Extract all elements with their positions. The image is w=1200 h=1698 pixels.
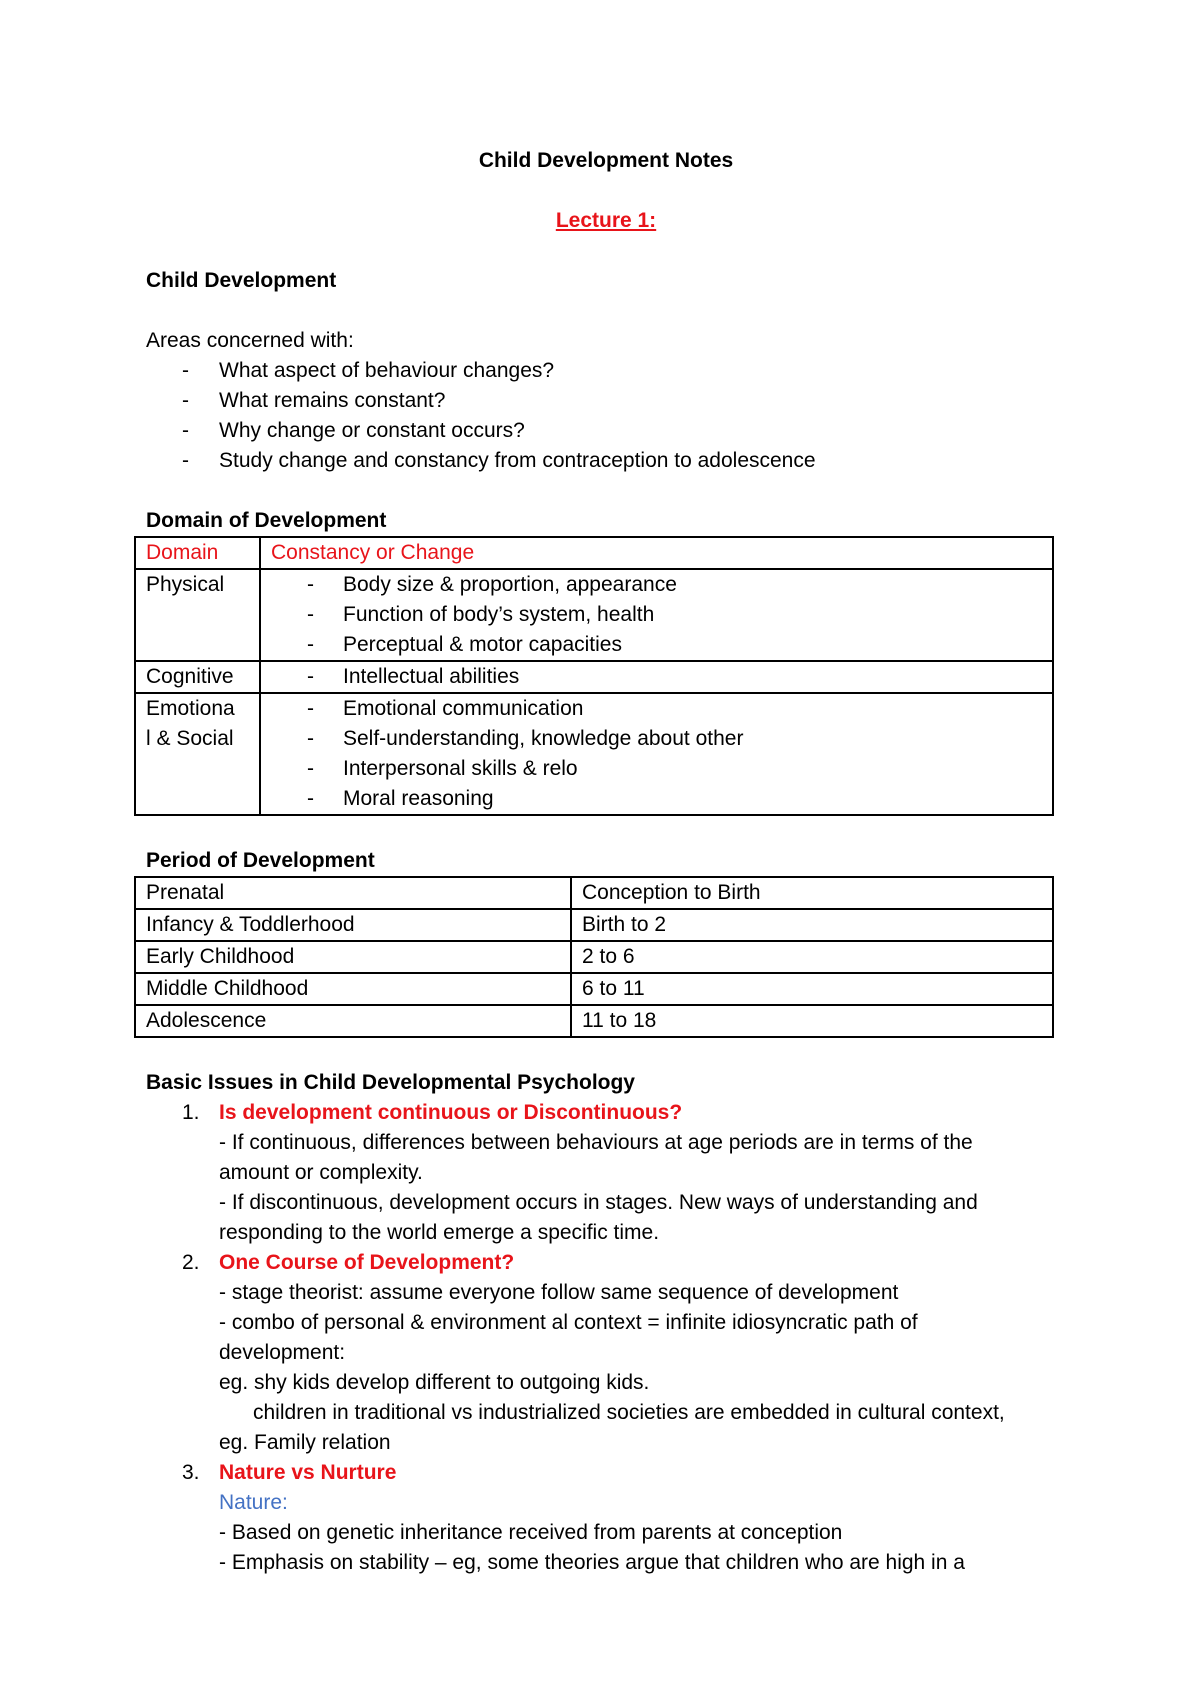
issue-line: - Emphasis on stability – eg, some theories argue that children who are high in a — [219, 1551, 965, 1574]
table-row — [135, 569, 1053, 661]
list-item — [146, 1248, 1066, 1458]
period-table — [134, 876, 1054, 1038]
table-row — [135, 909, 1053, 941]
age-range-cell: Birth to 2 — [571, 909, 1053, 941]
list-item: - Perceptual & motor capacities — [271, 630, 1042, 660]
issue-subheading: Nature: — [219, 1491, 288, 1514]
areas-intro: Areas concerned with: — [146, 329, 354, 352]
issue-question: One Course of Development? — [219, 1251, 515, 1274]
section-heading-basic-issues: Basic Issues in Child Developmental Psychology — [146, 1071, 635, 1094]
areas-list — [146, 356, 1066, 476]
age-range-cell: 2 to 6 — [571, 941, 1053, 973]
issue-line: responding to the world emerge a specific time. — [219, 1221, 660, 1244]
issue-line: - If continuous, differences between behaviours at age periods are in terms of the — [219, 1131, 973, 1154]
domain-cell: Cognitive — [135, 661, 260, 693]
table-row — [135, 973, 1053, 1005]
issue-question: Nature vs Nurture — [219, 1461, 397, 1484]
issue-line: - stage theorist: assume everyone follow same sequence of development — [219, 1281, 899, 1304]
table-row — [135, 941, 1053, 973]
issue-line: eg. shy kids develop different to outgoing kids. — [219, 1371, 650, 1394]
domain-cell-line: Emotiona — [146, 697, 235, 720]
page-content — [146, 146, 1066, 1578]
period-cell: Early Childhood — [135, 941, 571, 973]
period-cell: Infancy & Toddlerhood — [135, 909, 571, 941]
issue-line: - Based on genetic inheritance received from parents at conception — [219, 1521, 843, 1544]
age-range-cell: Conception to Birth — [571, 877, 1053, 909]
list-item: - What aspect of behaviour changes? — [146, 356, 1066, 386]
section-heading-child-development: Child Development — [146, 269, 337, 292]
item-number: 1. — [182, 1101, 200, 1124]
domain-cell — [135, 693, 260, 815]
issue-line: eg. Family relation — [219, 1431, 391, 1454]
age-range-cell: 11 to 18 — [571, 1005, 1053, 1037]
period-cell: Prenatal — [135, 877, 571, 909]
table-header-cell: Domain — [135, 537, 260, 569]
lecture-heading: Lecture 1: — [555, 209, 657, 232]
list-item: - Moral reasoning — [271, 784, 1042, 814]
section-heading-period: Period of Development — [146, 849, 375, 872]
list-item — [146, 1098, 1066, 1248]
issue-line: amount or complexity. — [219, 1161, 423, 1184]
table-header-cell: Constancy or Change — [260, 537, 1053, 569]
table-row — [135, 877, 1053, 909]
list-item: - Why change or constant occurs? — [146, 416, 1066, 446]
list-item: - Emotional communication — [271, 694, 1042, 724]
change-cell — [260, 693, 1053, 815]
list-item: - Self-understanding, knowledge about other — [271, 724, 1042, 754]
change-cell — [260, 661, 1053, 693]
table-row — [135, 693, 1053, 815]
issue-line: children in traditional vs industrialized societies are embedded in cultural context, — [253, 1401, 1005, 1424]
list-item: - Body size & proportion, appearance — [271, 570, 1042, 600]
list-item: - Function of body’s system, health — [271, 600, 1042, 630]
list-item: - Intellectual abilities — [271, 662, 1042, 692]
age-range-cell: 6 to 11 — [571, 973, 1053, 1005]
domain-table — [134, 536, 1054, 816]
domain-cell-line: l & Social — [146, 727, 234, 750]
table-row — [135, 1005, 1053, 1037]
list-item: - Study change and constancy from contraception to adolescence — [146, 446, 1066, 476]
table-header-row — [135, 537, 1053, 569]
list-item: - What remains constant? — [146, 386, 1066, 416]
issue-question: Is development continuous or Discontinuous? — [219, 1101, 683, 1124]
table-row — [135, 661, 1053, 693]
list-item: - Interpersonal skills & relo — [271, 754, 1042, 784]
section-heading-domain: Domain of Development — [146, 509, 387, 532]
item-number: 2. — [182, 1251, 200, 1274]
page-title: Child Development Notes — [478, 149, 734, 172]
item-number: 3. — [182, 1461, 200, 1484]
issue-line: - combo of personal & environment al context = infinite idiosyncratic path of — [219, 1311, 918, 1334]
list-item — [146, 1458, 1066, 1578]
period-cell: Adolescence — [135, 1005, 571, 1037]
issues-list — [146, 1098, 1066, 1578]
domain-cell: Physical — [135, 569, 260, 661]
period-cell: Middle Childhood — [135, 973, 571, 1005]
change-cell — [260, 569, 1053, 661]
issue-line: development: — [219, 1341, 346, 1364]
issue-line: - If discontinuous, development occurs in stages. New ways of understanding and — [219, 1191, 978, 1214]
